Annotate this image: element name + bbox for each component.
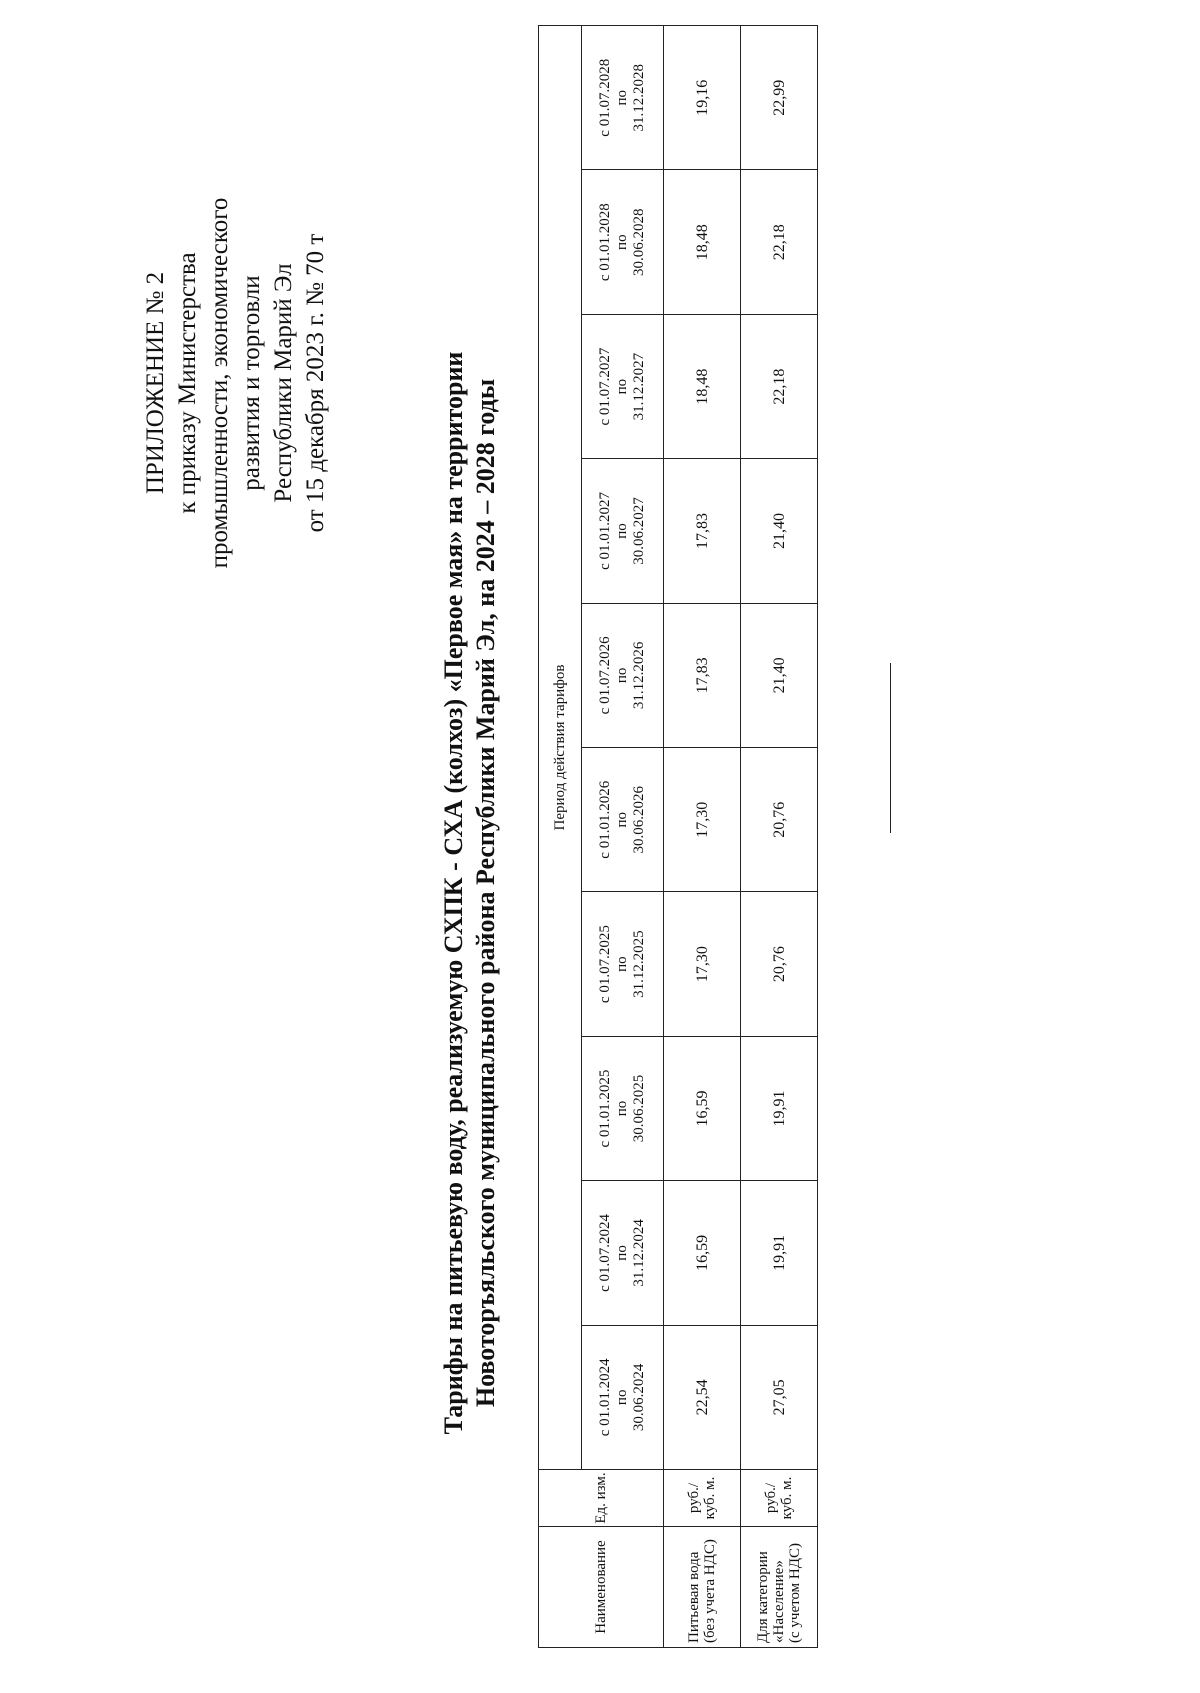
period-from: с 01.01.2026 — [597, 780, 613, 859]
period-mid: по — [614, 811, 630, 828]
tariff-value-cell: 17,30 — [664, 892, 741, 1036]
period-mid: по — [614, 956, 630, 972]
period-header-cell — [582, 459, 664, 603]
period-header-cell — [582, 1181, 664, 1325]
tariff-value-cell: 22,18 — [741, 314, 818, 458]
period-to: 31.12.2028 — [631, 64, 647, 132]
period-header-cell — [582, 314, 664, 458]
tariffs-table — [538, 25, 818, 1648]
period-header-cell — [582, 1325, 664, 1469]
period-header-cell — [582, 603, 664, 747]
period-from: с 01.07.2025 — [597, 925, 613, 1004]
period-to: 30.06.2025 — [631, 1074, 647, 1143]
period-to: 30.06.2027 — [631, 497, 647, 565]
tariff-value-cell: 17,83 — [664, 459, 741, 603]
appendix-line: промышленности, экономического — [206, 197, 233, 569]
tariff-value-cell: 16,59 — [664, 1181, 741, 1325]
appendix-header — [140, 83, 332, 683]
row-unit-line: куб. м. — [702, 1476, 718, 1520]
period-to: 30.06.2026 — [631, 786, 647, 854]
period-from: с 01.07.2026 — [597, 636, 613, 715]
row-unit-line: куб. м. — [779, 1476, 795, 1520]
period-header-cell — [582, 26, 664, 170]
tariff-value-cell: 17,83 — [664, 603, 741, 747]
col-header-unit: Ед. изм. — [539, 1470, 664, 1527]
period-mid: по — [614, 1389, 630, 1406]
period-from: с 01.01.2025 — [597, 1069, 613, 1148]
appendix-line: от 15 декабря 2023 г. № 70 т — [302, 233, 329, 533]
tariff-value-cell: 19,91 — [741, 1181, 818, 1325]
period-from: с 01.07.2024 — [597, 1213, 613, 1292]
period-header-cell — [582, 748, 664, 892]
col-header-name: Наименование — [539, 1527, 664, 1648]
title-line-1: Тарифы на питьевую воду, реализуемую СХПК - СХА (колхоз) «Первое мая» на территории — [439, 351, 468, 1435]
period-from: с 01.01.2024 — [597, 1358, 613, 1437]
row-unit-line: руб./ — [686, 1482, 702, 1514]
tariff-value-cell: 19,91 — [741, 1036, 818, 1180]
row-name-line: Для категории — [755, 1551, 771, 1643]
tariff-value-cell: 22,18 — [741, 170, 818, 314]
tariff-value-cell: 20,76 — [741, 748, 818, 892]
tariff-value-cell: 22,99 — [741, 26, 818, 170]
appendix-line: Республики Марий Эл — [270, 263, 297, 503]
period-from: с 01.07.2028 — [597, 58, 613, 137]
appendix-line: ПРИЛОЖЕНИЕ № 2 — [142, 271, 169, 495]
period-to: 30.06.2028 — [631, 208, 647, 276]
tariff-value-cell: 20,76 — [741, 892, 818, 1036]
tariff-value-cell: 19,16 — [664, 26, 741, 170]
period-mid: по — [614, 523, 630, 539]
period-to: 31.12.2025 — [631, 930, 647, 998]
row-name-line: Питьевая вода — [686, 1551, 702, 1643]
row-name-line: (без учета НДС) — [702, 1539, 718, 1643]
col-header-period-group: Период действия тарифов — [539, 26, 582, 1470]
row-name-line: «Население» — [771, 1560, 787, 1643]
tariff-value-cell: 18,48 — [664, 170, 741, 314]
tariff-value-cell: 16,59 — [664, 1036, 741, 1180]
period-mid: по — [614, 234, 630, 250]
tariff-value-cell: 21,40 — [741, 603, 818, 747]
table-header-row — [539, 26, 582, 1648]
tariff-value-cell: 27,05 — [741, 1325, 818, 1469]
period-from: с 01.01.2027 — [597, 492, 613, 570]
row-unit-cell — [664, 1470, 741, 1527]
period-to: 31.12.2026 — [631, 641, 647, 710]
table-body — [664, 26, 818, 1648]
row-name-line: (с учетом НДС) — [787, 1543, 803, 1643]
table-row — [741, 26, 818, 1648]
row-unit-line: руб./ — [763, 1482, 779, 1514]
row-name-cell — [664, 1527, 741, 1648]
separator-line — [890, 663, 891, 833]
tariff-value-cell: 17,30 — [664, 748, 741, 892]
row-unit-cell — [741, 1470, 818, 1527]
period-to: 31.12.2027 — [631, 352, 647, 421]
appendix-line: к приказу Министерства — [174, 252, 201, 514]
period-mid: по — [614, 89, 630, 106]
tariff-value-cell: 21,40 — [741, 459, 818, 603]
period-header-cell — [582, 1036, 664, 1180]
period-mid: по — [614, 1245, 630, 1261]
title-line-2: Новоторъяльского муниципального района Республики Марий Эл, на 2024 – 2028 годы — [471, 378, 500, 1408]
period-from: с 01.01.2028 — [597, 203, 613, 282]
row-name-cell — [741, 1527, 818, 1648]
period-header-cell — [582, 170, 664, 314]
tariff-value-cell: 18,48 — [664, 314, 741, 458]
document-title — [438, 233, 502, 1553]
period-mid: по — [614, 378, 630, 395]
tariff-value-cell: 22,54 — [664, 1325, 741, 1469]
appendix-line: развития и торговли — [238, 275, 265, 491]
period-header-row — [582, 26, 664, 1648]
period-mid: по — [614, 667, 630, 684]
period-to: 31.12.2024 — [631, 1219, 647, 1287]
period-header-cell — [582, 892, 664, 1036]
period-to: 30.06.2024 — [631, 1363, 647, 1432]
period-from: с 01.07.2027 — [597, 347, 613, 426]
table-row — [664, 26, 741, 1648]
period-mid: по — [614, 1100, 630, 1117]
